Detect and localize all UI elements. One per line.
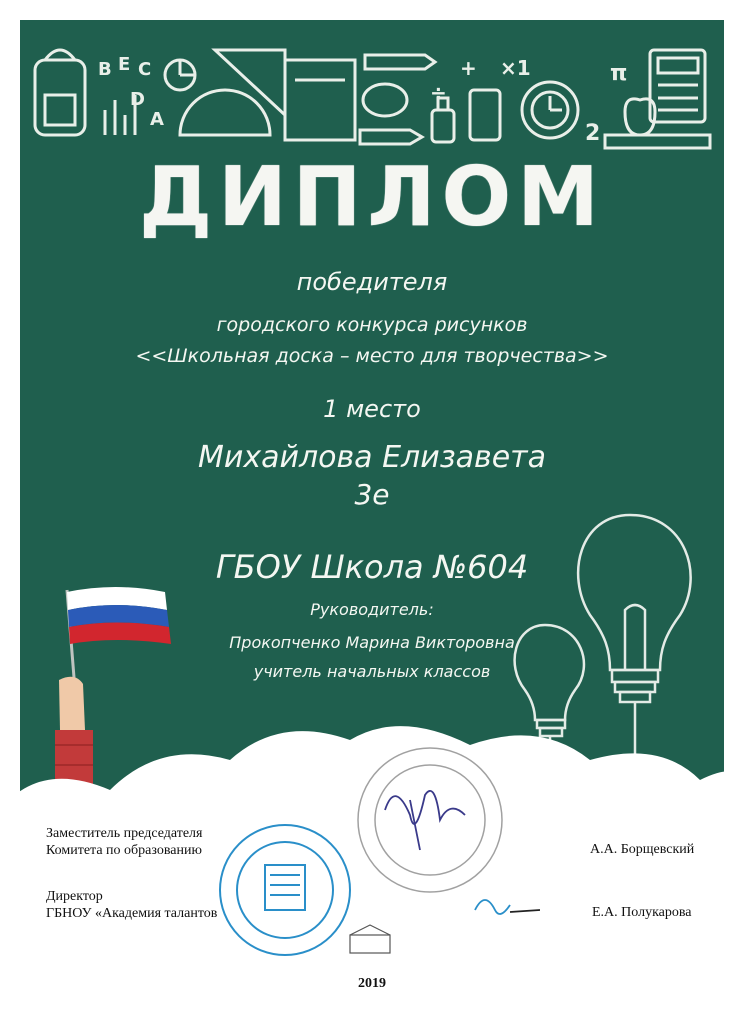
signatory-1-name: А.А. Борщевский (590, 842, 695, 857)
academy-logo-icon (350, 925, 390, 953)
place: 1 место (323, 395, 421, 423)
svg-text:B: B (98, 59, 112, 80)
notebook-icon (285, 60, 355, 140)
stamps-and-signatures (210, 740, 540, 970)
signatory-1-position-line2: Комитета по образованию (46, 843, 202, 858)
svg-text:D: D (130, 89, 145, 110)
eraser-icon (363, 84, 407, 116)
school-name: ГБОУ Школа №604 (215, 548, 529, 586)
protractor-icon (180, 90, 270, 135)
signatory-1-position-line1: Заместитель председателя (46, 826, 203, 841)
svg-text:C: C (138, 59, 152, 80)
alarm-clock-icon (522, 82, 578, 138)
svg-text:÷: ÷ (430, 81, 447, 105)
backpack-icon (35, 50, 85, 135)
calculator-icon (650, 50, 705, 122)
svg-text:E: E (118, 54, 131, 75)
triangle-ruler-icon (215, 50, 285, 115)
signatory-2-position-line2: ГБНОУ «Академия талантов (46, 906, 218, 921)
svg-text:+: + (460, 56, 477, 80)
signatory-2-name: Е.А. Полукарова (592, 905, 692, 920)
signatory-2-position-line1: Директор (46, 889, 103, 904)
winner-name: Михайлова Елизавета (197, 440, 547, 475)
committee-stamp-icon (358, 748, 502, 892)
diploma-year: 2019 (358, 976, 386, 991)
svg-text:A: A (150, 109, 164, 130)
pie-chart-icon (165, 60, 195, 90)
signatory-1-position (46, 825, 202, 859)
signature-1-icon (385, 791, 465, 850)
cup-icon (470, 90, 500, 140)
contest-description: городского конкурса рисунков (216, 314, 528, 336)
supervisor-name: Прокопченко Марина Викторовна (229, 633, 515, 652)
signature-2-icon (475, 900, 540, 914)
svg-text:×1: ×1 (500, 56, 531, 80)
pencil-icon (360, 55, 435, 144)
supervisor-position: учитель начальных классов (253, 662, 491, 681)
school-supplies-doodles (30, 40, 714, 150)
diploma-title: ДИПЛОМ (139, 150, 605, 245)
contest-name: <<Школьная доска – место для творчества>> (135, 345, 609, 367)
signatory-2-position (46, 888, 217, 922)
digits-icon (585, 61, 627, 146)
supervisor-label: Руководитель: (310, 600, 434, 619)
winner-label: победителя (296, 268, 448, 296)
svg-text:2: 2 (585, 121, 601, 146)
svg-text:π: π (610, 61, 628, 86)
winner-class: 3е (354, 478, 390, 511)
letters-icon (98, 54, 164, 130)
academy-stamp-icon (220, 825, 350, 955)
ruler-icon (605, 135, 710, 148)
